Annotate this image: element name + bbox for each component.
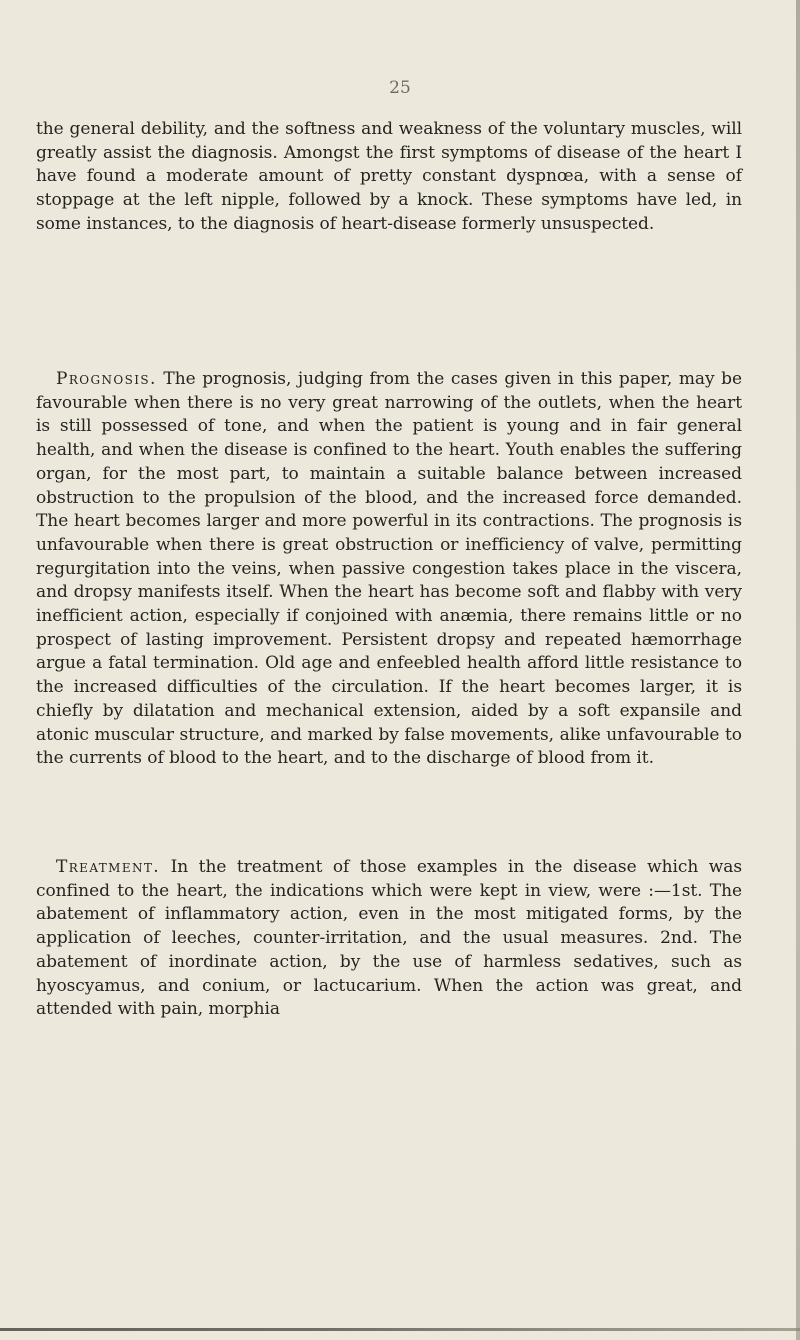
page-right-edge: [796, 0, 800, 1340]
paragraph-text: The prognosis, judging from the cases given in this paper, may be favourable when there is no very great narrowing of the outlets, when the heart is still possessed of tone, and when the patient is young and in fair general health, and when the disease is confined to the heart. Youth enables the suffering organ, for the most part, to maintain a suitable balance between increased obstruction to the propulsion of the blood, and the increased force demanded. The heart becomes larger and more powerful in its contractions. The prognosis is unfavourable when there is great obstruction or inefficiency of valve, permitting regurgitation into the veins, when passive congestion takes place in the viscera, and dropsy manifests itself. When the heart has become soft and flabby with very inefficient action, especially if conjoined with anæmia, there remains little or no prospect of lasting improvement. Persistent dropsy and repeated hæmorrhage argue a fatal termination. Old age and enfeebled health afford little resistance to the increased difficulties of the circulation. If the heart becomes larger, it is chiefly by dilatation and mechanical extension, aided by a soft expansile and atonic muscular structure, and marked by false movements, alike unfavourable to the currents of blood to the heart, and to the discharge of blood from it.: [36, 369, 742, 769]
paragraph-text: the general debility, and the softness and weakness of the voluntary muscles, will greatly assist the diagnosis. Amongst the first symptoms of disease of the heart I have found a moderate amount of pretty constant dyspnœa, with a sense of stoppage at the left nipple, followed by a knock. These symptoms have led, in some instances, to the diagnosis of heart-disease formerly unsuspected.: [36, 119, 742, 234]
page-bottom-edge: [0, 1328, 800, 1331]
paragraph-treatment: [36, 856, 742, 1022]
paragraph-text: In the treatment of those examples in the disease which was confined to the heart, the indications which were kept in view, were :—1st. The abatement of inflammatory action, even in the most mitigated forms, by the application of leeches, counter-irritation, and the usual measures. 2nd. The abatement of inordinate action, by the use of harmless sedatives, such as hyoscyamus, and conium, or lactucarium. When the action was great, and attended with pain, morphia: [36, 857, 742, 1020]
section-heading-prognosis: Prognosis.: [56, 369, 157, 389]
paragraph-diagnosis-continued: [36, 118, 742, 237]
paragraph-prognosis: [36, 368, 742, 771]
section-heading-treatment: Treatment.: [56, 857, 161, 877]
page-number: 25: [389, 78, 411, 98]
